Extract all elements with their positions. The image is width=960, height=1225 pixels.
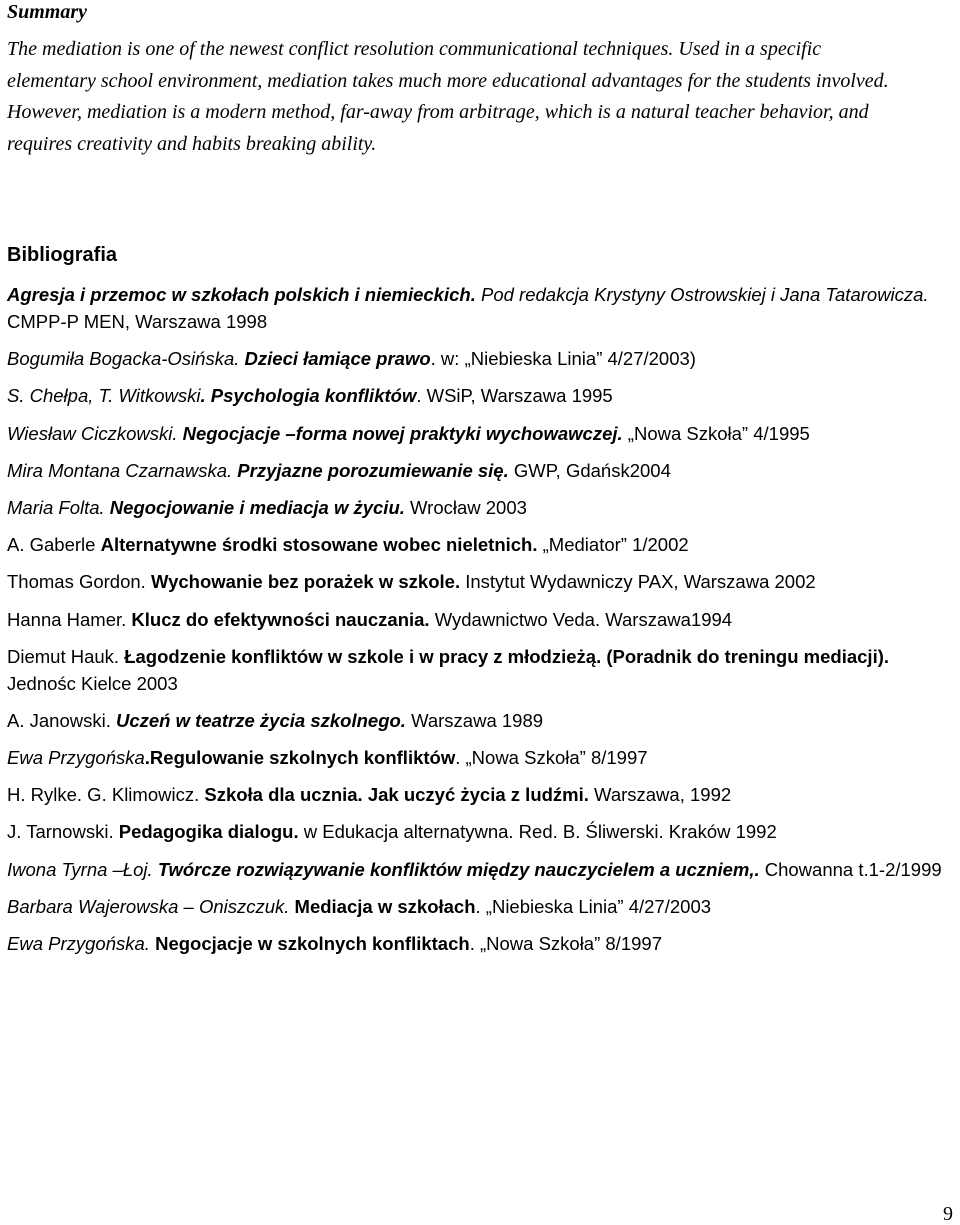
entry-title: Alternatywne środki stosowane wobec nieletnich. (100, 534, 538, 556)
page-number: 9 (943, 1203, 953, 1225)
bibliography-entry (7, 457, 952, 484)
entry-author: Diemut Hauk. (7, 645, 120, 667)
entry-author: A. Gaberle (7, 534, 101, 556)
entry-publication: „Mediator” 1/2002 (537, 534, 689, 556)
entry-author: Ewa Przygońska (7, 747, 145, 769)
bibliography-entry (7, 643, 952, 697)
bibliography-entry (7, 744, 952, 771)
entry-publication: Warszawa, 1992 (588, 784, 732, 806)
bibliography-entry (7, 818, 952, 845)
entry-publisher: CMPP-P MEN, Warszawa 1998 (7, 311, 268, 332)
entry-publication: Warszawa 1989 (405, 709, 544, 731)
summary-line: elementary school environment, mediation takes much more educational advantages for the students involved. (7, 69, 889, 92)
entry-author: J. Tarnowski. (7, 821, 114, 843)
entry-publication: Instytut Wydawniczy PAX, Warszawa 2002 (460, 571, 816, 593)
entry-author: Barbara Wajerowska – Oniszczuk. (7, 895, 290, 917)
summary-heading: Summary (7, 1, 88, 23)
entry-title: Negocjacje –forma nowej praktyki wychowawczej. (177, 422, 623, 444)
entry-title: Wychowanie bez porażek w szkole. (145, 571, 461, 593)
entry-author: Wiesław Ciczkowski. (7, 422, 178, 444)
entry-title: .Regulowanie szkolnych konfliktów (144, 747, 456, 769)
entry-title: Pedagogika dialogu. (113, 821, 299, 843)
entry-author: Ewa Przygońska. (7, 933, 150, 954)
entry-author: Mira Montana Czarnawska. (7, 459, 233, 481)
entry-title: Przyjazne porozumiewanie się. (232, 459, 509, 481)
entry-title: Uczeń w teatrze życia szkolnego. (110, 709, 406, 731)
bibliography-heading: Bibliografia (7, 244, 118, 266)
entry-publication: w Edukacja alternatywna. Red. B. Śliwerski. Kraków 1992 (298, 821, 777, 843)
entry-publication: . „Niebieska Linia” 4/27/2003 (475, 895, 712, 917)
entry-publication: „Nowa Szkoła” 4/1995 (622, 422, 810, 444)
bibliography-entry (7, 893, 952, 920)
entry-author: Maria Folta. (7, 496, 105, 518)
entry-editor: Pod redakcja Krystyny Ostrowskiej i Jana Tatarowicza. (475, 284, 929, 305)
bibliography-entry (7, 494, 952, 521)
bibliography-entry (7, 382, 952, 409)
bibliography-entry (7, 281, 952, 335)
bibliography-entry (7, 856, 952, 883)
bibliography-entry (7, 930, 952, 957)
summary-line: requires creativity and habits breaking ability. (7, 132, 377, 155)
bibliography-entry (7, 781, 952, 808)
bibliography-entry (7, 420, 952, 447)
entry-publication: Jednośc Kielce 2003 (7, 672, 178, 694)
bibliography-entry (7, 568, 952, 595)
entry-author: Iwona Tyrna –Łoj. (7, 858, 153, 880)
entry-publication: . „Nowa Szkoła” 8/1997 (455, 747, 648, 769)
bibliography-entry (7, 345, 952, 372)
summary-paragraph (7, 34, 952, 160)
summary-line: The mediation is one of the newest conflict resolution communicational techniques. Used in a specific (7, 38, 822, 60)
entry-title: . Psychologia konfliktów (200, 385, 417, 407)
entry-publication: Wydawnictwo Veda. Warszawa1994 (429, 608, 733, 630)
entry-publication: . w: „Niebieska Linia” 4/27/2003) (430, 348, 696, 370)
entry-author: S. Chełpa, T. Witkowski (7, 385, 201, 407)
entry-publication: . „Nowa Szkoła” 8/1997 (469, 933, 662, 954)
entry-title: Łagodzenie konfliktów w szkole i w pracy z młodzieżą. (Poradnik do treningu mediacji). (119, 645, 890, 667)
bibliography-entry (7, 707, 952, 734)
entry-publication: Chowanna t.1-2/1999 (759, 858, 942, 880)
entry-title: Agresja i przemoc w szkołach polskich i niemieckich. (7, 284, 476, 305)
entry-author: H. Rylke. G. Klimowicz. (7, 784, 200, 806)
entry-publication: GWP, Gdańsk2004 (508, 459, 671, 481)
entry-publication: . WSiP, Warszawa 1995 (416, 385, 613, 407)
bibliography-list (7, 281, 952, 967)
entry-title: Negocjowanie i mediacja w życiu. (104, 496, 405, 518)
entry-title: Klucz do efektywności nauczania. (126, 608, 430, 630)
bibliography-entry (7, 606, 952, 633)
entry-publication: Wrocław 2003 (404, 496, 527, 518)
entry-author: Thomas Gordon. (7, 571, 146, 593)
entry-author: Hanna Hamer. (7, 608, 127, 630)
entry-title: Szkoła dla ucznia. Jak uczyć życia z ludźmi. (199, 784, 589, 806)
entry-title: Dzieci łamiące prawo (239, 348, 431, 370)
entry-author: Bogumiła Bogacka-Osińska. (7, 348, 240, 370)
entry-author: A. Janowski. (7, 709, 111, 731)
summary-line: However, mediation is a modern method, far-away from arbitrage, which is a natural teacher behavior, and (7, 101, 869, 123)
bibliography-entry (7, 531, 952, 558)
entry-title: Mediacja w szkołach (289, 895, 476, 917)
entry-title: Twórcze rozwiązywanie konfliktów między nauczycielem a uczniem,. (152, 858, 760, 880)
entry-title: Negocjacje w szkolnych konfliktach (149, 933, 470, 954)
